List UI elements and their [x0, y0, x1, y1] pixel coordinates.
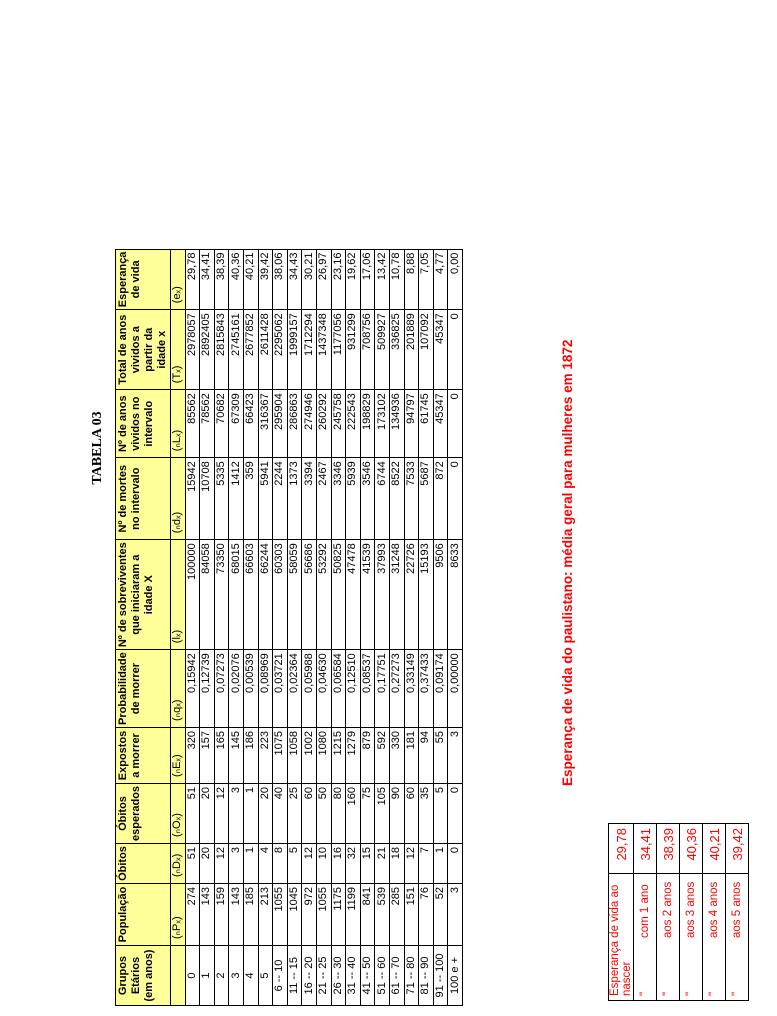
age-group-cell: 81 -- 90 — [419, 946, 434, 1006]
table-cell: 1215 — [331, 727, 346, 783]
table-cell: 73350 — [214, 540, 229, 650]
table-cell: 1080 — [316, 727, 331, 783]
table-row — [214, 249, 229, 1005]
table-cell: 0 — [448, 844, 463, 884]
table-cell: 316367 — [258, 390, 273, 458]
table-cell: 47478 — [346, 540, 361, 650]
table-cell: 10708 — [200, 458, 215, 540]
table-cell: 7533 — [404, 458, 419, 540]
table-cell: 320 — [185, 727, 200, 783]
summary-label — [609, 874, 634, 1001]
summary-value: 29,78 — [609, 824, 634, 874]
table-cell: 165 — [214, 727, 229, 783]
table-cell: 4,77 — [433, 249, 448, 310]
table-cell: 841 — [360, 884, 375, 946]
table-cell: 160 — [346, 783, 361, 843]
table-cell: 151 — [404, 884, 419, 946]
table-cell: 16 — [331, 844, 346, 884]
summary-label-text: aos 3 anos — [685, 881, 697, 938]
table-row — [433, 249, 448, 1005]
column-symbol: (ₙPₓ) — [171, 884, 186, 946]
table-cell: 20 — [200, 783, 215, 843]
column-header: Esperança de vida — [116, 249, 171, 310]
age-group-cell: 2 — [214, 946, 229, 1006]
table-cell: 40,36 — [229, 249, 244, 310]
table-cell: 68015 — [229, 540, 244, 650]
table-cell: 0,15942 — [185, 650, 200, 728]
table-cell: 13,42 — [375, 249, 390, 310]
summary-label-text: aos 2 anos — [662, 881, 674, 938]
table-cell: 10 — [316, 844, 331, 884]
table-cell: 70682 — [214, 390, 229, 458]
table-cell: 32 — [346, 844, 361, 884]
table-cell: 2611428 — [258, 310, 273, 390]
age-group-cell: 4 — [243, 946, 258, 1006]
table-cell: 931299 — [346, 310, 361, 390]
table-cell: 159 — [214, 884, 229, 946]
table-cell: 0 — [448, 390, 463, 458]
summary-label-text: Esperança de vida ao nascer — [609, 884, 633, 996]
table-cell: 94 — [419, 727, 434, 783]
table-cell: 0,00000 — [448, 650, 463, 728]
table-cell: 274 — [185, 884, 200, 946]
table-cell: 5687 — [419, 458, 434, 540]
table-row — [287, 249, 302, 1005]
table-cell: 1437348 — [316, 310, 331, 390]
table-cell: 0,03721 — [273, 650, 288, 728]
summary-value: 34,41 — [634, 824, 657, 874]
table-cell: 1177056 — [331, 310, 346, 390]
summary-label — [726, 874, 749, 1001]
summary-label-text: aos 5 anos — [731, 881, 743, 938]
table-cell: 0,12739 — [200, 650, 215, 728]
age-group-cell: 6 -- 10 — [273, 946, 288, 1006]
table-cell: 67309 — [229, 390, 244, 458]
table-cell: 53292 — [316, 540, 331, 650]
table-cell: 12 — [214, 783, 229, 843]
table-cell: 2677852 — [243, 310, 258, 390]
table-cell: 198829 — [360, 390, 375, 458]
age-group-cell: 31 -- 40 — [346, 946, 361, 1006]
summary-value: 39,42 — [726, 824, 749, 874]
table-cell: 7,05 — [419, 249, 434, 310]
table-cell: 245758 — [331, 390, 346, 458]
table-cell: 66244 — [258, 540, 273, 650]
table-cell: 1999157 — [287, 310, 302, 390]
table-cell: 1712294 — [302, 310, 317, 390]
table-cell: 134936 — [389, 390, 404, 458]
table-cell: 51 — [185, 844, 200, 884]
column-header: Óbitos esperados — [116, 783, 171, 843]
table-row — [419, 249, 434, 1005]
column-header: Nº de sobreviventes que iniciaram a idade X — [116, 540, 171, 650]
table-cell: 1055 — [316, 884, 331, 946]
table-cell: 55 — [433, 727, 448, 783]
table-cell: 186 — [243, 727, 258, 783]
column-symbol: (ₙLₓ) — [171, 390, 186, 458]
table-cell: 80 — [331, 783, 346, 843]
table-cell: 20 — [258, 783, 273, 843]
table-cell: 539 — [375, 884, 390, 946]
table-cell: 50825 — [331, 540, 346, 650]
table-cell: 15 — [360, 844, 375, 884]
summary-label — [703, 874, 726, 1001]
table-cell: 3 — [448, 884, 463, 946]
table-row — [331, 249, 346, 1005]
table-cell: 17,06 — [360, 249, 375, 310]
table-cell: 66423 — [243, 390, 258, 458]
table-cell: 22726 — [404, 540, 419, 650]
table-cell: 6744 — [375, 458, 390, 540]
table-cell: 18 — [389, 844, 404, 884]
table-cell: 0,17751 — [375, 650, 390, 728]
ditto-mark: " — [685, 991, 697, 996]
table-cell: 0,07273 — [214, 650, 229, 728]
table-cell: 23,16 — [331, 249, 346, 310]
age-group-cell: 1 — [200, 946, 215, 1006]
table-cell: 3 — [229, 844, 244, 884]
column-header: Expostos a morrer — [116, 727, 171, 783]
column-header: Total de anos vividos a partir da idade x — [116, 310, 171, 390]
column-header: População — [116, 884, 171, 946]
age-group-cell: 91 -- 100 — [433, 946, 448, 1006]
age-group-cell: 11 -- 15 — [287, 946, 302, 1006]
table-row — [243, 249, 258, 1005]
table-cell: 58059 — [287, 540, 302, 650]
table-cell: 45347 — [433, 310, 448, 390]
summary-box — [608, 823, 749, 1001]
table-cell: 0,02076 — [229, 650, 244, 728]
table-cell: 1045 — [287, 884, 302, 946]
life-table — [115, 249, 463, 1006]
table-row — [404, 249, 419, 1005]
summary-row — [680, 824, 703, 1001]
table-row — [200, 249, 215, 1005]
age-group-cell: 61 -- 70 — [389, 946, 404, 1006]
column-header: Probabilidade de morrer — [116, 650, 171, 728]
table-row — [448, 249, 463, 1005]
table-cell: 50 — [316, 783, 331, 843]
column-symbol — [171, 946, 186, 1006]
table-cell: 592 — [375, 727, 390, 783]
table-cell: 31248 — [389, 540, 404, 650]
table-cell: 60 — [302, 783, 317, 843]
table-cell: 3546 — [360, 458, 375, 540]
age-group-cell: 51 -- 60 — [375, 946, 390, 1006]
age-group-cell: 71 -- 80 — [404, 946, 419, 1006]
table-cell: 201889 — [404, 310, 419, 390]
age-group-cell: 0 — [185, 946, 200, 1006]
table-cell: 4 — [258, 844, 273, 884]
age-group-cell: 41 -- 50 — [360, 946, 375, 1006]
table-cell: 45347 — [433, 390, 448, 458]
table-cell: 173102 — [375, 390, 390, 458]
table-cell: 1055 — [273, 884, 288, 946]
column-header: Nº de mortes no intervalo — [116, 458, 171, 540]
table-cell: 0 — [448, 310, 463, 390]
table-cell: 38,39 — [214, 249, 229, 310]
table-cell: 708756 — [360, 310, 375, 390]
age-group-cell: 16 -- 20 — [302, 946, 317, 1006]
table-cell: 15193 — [419, 540, 434, 650]
table-cell: 2815843 — [214, 310, 229, 390]
table-cell: 60 — [404, 783, 419, 843]
summary-row — [657, 824, 680, 1001]
table-cell: 85562 — [185, 390, 200, 458]
table-cell: 213 — [258, 884, 273, 946]
table-cell: 0,08537 — [360, 650, 375, 728]
table-cell: 2295062 — [273, 310, 288, 390]
table-cell: 181 — [404, 727, 419, 783]
table-cell: 9506 — [433, 540, 448, 650]
table-cell: 222543 — [346, 390, 361, 458]
summary-label — [634, 874, 657, 1001]
column-symbol: (lₓ) — [171, 540, 186, 650]
table-cell: 0,05988 — [302, 650, 317, 728]
table-cell: 223 — [258, 727, 273, 783]
table-cell: 286863 — [287, 390, 302, 458]
table-cell: 12 — [302, 844, 317, 884]
table-row — [375, 249, 390, 1005]
header-row — [116, 249, 171, 1005]
table-cell: 359 — [243, 458, 258, 540]
table-cell: 19,62 — [346, 249, 361, 310]
table-cell: 2467 — [316, 458, 331, 540]
table-cell: 1 — [243, 844, 258, 884]
table-cell: 8633 — [448, 540, 463, 650]
ditto-mark: " — [639, 991, 651, 996]
table-cell: 0 — [448, 458, 463, 540]
table-cell: 295904 — [273, 390, 288, 458]
table-cell: 3394 — [302, 458, 317, 540]
table-cell: 84058 — [200, 540, 215, 650]
table-cell: 40 — [273, 783, 288, 843]
age-group-cell: 3 — [229, 946, 244, 1006]
table-cell: 56686 — [302, 540, 317, 650]
table-cell: 105 — [375, 783, 390, 843]
summary-title: Esperança de vida do paulistano: média geral para mulheres em 1872 — [560, 339, 575, 786]
table-cell: 1199 — [346, 884, 361, 946]
table-body — [185, 249, 462, 1005]
table-cell: 90 — [389, 783, 404, 843]
summary-row — [703, 824, 726, 1001]
age-group-cell: 5 — [258, 946, 273, 1006]
table-cell: 185 — [243, 884, 258, 946]
summary-value: 38,39 — [657, 824, 680, 874]
table-cell: 3 — [448, 727, 463, 783]
column-symbol: (ₙEₓ) — [171, 727, 186, 783]
table-cell: 1002 — [302, 727, 317, 783]
summary-value: 40,36 — [680, 824, 703, 874]
table-cell: 285 — [389, 884, 404, 946]
table-cell: 41539 — [360, 540, 375, 650]
table-cell: 0 — [448, 783, 463, 843]
table-cell: 2892405 — [200, 310, 215, 390]
table-cell: 0,09174 — [433, 650, 448, 728]
table-cell: 0,37433 — [419, 650, 434, 728]
table-cell: 5941 — [258, 458, 273, 540]
table-cell: 143 — [200, 884, 215, 946]
table-cell: 1412 — [229, 458, 244, 540]
table-cell: 10,78 — [389, 249, 404, 310]
table-cell: 8522 — [389, 458, 404, 540]
table-cell: 0,33149 — [404, 650, 419, 728]
table-cell: 972 — [302, 884, 317, 946]
table-cell: 274946 — [302, 390, 317, 458]
table-cell: 29,78 — [185, 249, 200, 310]
table-row — [346, 249, 361, 1005]
column-header: Grupos Etários (em anos) — [116, 946, 171, 1006]
table-cell: 51 — [185, 783, 200, 843]
table-cell: 3 — [229, 783, 244, 843]
table-row — [185, 249, 200, 1005]
table-cell: 330 — [389, 727, 404, 783]
table-row — [302, 249, 317, 1005]
table-row — [229, 249, 244, 1005]
table-row — [316, 249, 331, 1005]
summary-row — [609, 824, 634, 1001]
table-cell: 336825 — [389, 310, 404, 390]
summary-label-text: com 1 ano — [639, 884, 651, 938]
table-cell: 5335 — [214, 458, 229, 540]
table-cell: 0,08969 — [258, 650, 273, 728]
table-cell: 0,06584 — [331, 650, 346, 728]
table-cell: 94797 — [404, 390, 419, 458]
table-cell: 5 — [433, 783, 448, 843]
table-title: TABELA 03 — [90, 411, 105, 485]
table-cell: 78562 — [200, 390, 215, 458]
column-symbol: (ₙOₓ) — [171, 783, 186, 843]
table-cell: 1 — [433, 844, 448, 884]
table-row — [258, 249, 273, 1005]
table-cell: 145 — [229, 727, 244, 783]
table-cell: 15942 — [185, 458, 200, 540]
age-group-cell: 26 -- 30 — [331, 946, 346, 1006]
symbol-row — [171, 249, 186, 1005]
ditto-mark: " — [708, 991, 720, 996]
table-cell: 2978057 — [185, 310, 200, 390]
table-cell: 872 — [433, 458, 448, 540]
column-symbol: (ₙDₓ) — [171, 844, 186, 884]
table-cell: 21 — [375, 844, 390, 884]
table-cell: 157 — [200, 727, 215, 783]
table-cell: 879 — [360, 727, 375, 783]
table-cell: 52 — [433, 884, 448, 946]
table-cell: 0,04630 — [316, 650, 331, 728]
table-row — [273, 249, 288, 1005]
summary-label — [680, 874, 703, 1001]
table-cell: 39,42 — [258, 249, 273, 310]
column-header: Nº de anos vividos no intervalo — [116, 390, 171, 458]
table-cell: 1279 — [346, 727, 361, 783]
table-cell: 30,21 — [302, 249, 317, 310]
table-row — [389, 249, 404, 1005]
table-row — [360, 249, 375, 1005]
table-cell: 5939 — [346, 458, 361, 540]
table-cell: 1075 — [273, 727, 288, 783]
summary-label-text: aos 4 anos — [708, 881, 720, 938]
table-cell: 3346 — [331, 458, 346, 540]
table-cell: 0,00539 — [243, 650, 258, 728]
table-cell: 75 — [360, 783, 375, 843]
table-cell: 0,12510 — [346, 650, 361, 728]
table-cell: 2244 — [273, 458, 288, 540]
table-cell: 60303 — [273, 540, 288, 650]
table-cell: 8,88 — [404, 249, 419, 310]
column-symbol: (ₙdₓ) — [171, 458, 186, 540]
summary-value: 40,21 — [703, 824, 726, 874]
column-symbol: (ₙqₓ) — [171, 650, 186, 728]
table-cell: 20 — [200, 844, 215, 884]
ditto-mark: " — [731, 991, 743, 996]
age-group-cell: 100 e + — [448, 946, 463, 1006]
table-cell: 25 — [287, 783, 302, 843]
table-cell: 37993 — [375, 540, 390, 650]
table-cell: 509927 — [375, 310, 390, 390]
table-cell: 8 — [273, 844, 288, 884]
table-cell: 1058 — [287, 727, 302, 783]
table-cell: 1373 — [287, 458, 302, 540]
table-cell: 5 — [287, 844, 302, 884]
table-cell: 38,06 — [273, 249, 288, 310]
table-cell: 40,21 — [243, 249, 258, 310]
table-cell: 260292 — [316, 390, 331, 458]
summary-row — [634, 824, 657, 1001]
table-cell: 34,43 — [287, 249, 302, 310]
table-cell: 1 — [243, 783, 258, 843]
column-header: Óbitos — [116, 844, 171, 884]
table-cell: 7 — [419, 844, 434, 884]
table-cell: 143 — [229, 884, 244, 946]
table-cell: 2745161 — [229, 310, 244, 390]
table-cell: 34,41 — [200, 249, 215, 310]
age-group-cell: 21 -- 25 — [316, 946, 331, 1006]
column-symbol: (Tₓ) — [171, 310, 186, 390]
table-cell: 100000 — [185, 540, 200, 650]
table-cell: 0,27273 — [389, 650, 404, 728]
table-cell: 26,97 — [316, 249, 331, 310]
table-cell: 66603 — [243, 540, 258, 650]
table-cell: 12 — [214, 844, 229, 884]
table-cell: 35 — [419, 783, 434, 843]
table-cell: 1175 — [331, 884, 346, 946]
summary-row — [726, 824, 749, 1001]
table-cell: 107092 — [419, 310, 434, 390]
column-symbol: (eₓ) — [171, 249, 186, 310]
table-cell: 0,02364 — [287, 650, 302, 728]
table-cell: 12 — [404, 844, 419, 884]
table-cell: 61745 — [419, 390, 434, 458]
summary-label — [657, 874, 680, 1001]
ditto-mark: " — [662, 991, 674, 996]
table-cell: 0,00 — [448, 249, 463, 310]
table-cell: 76 — [419, 884, 434, 946]
